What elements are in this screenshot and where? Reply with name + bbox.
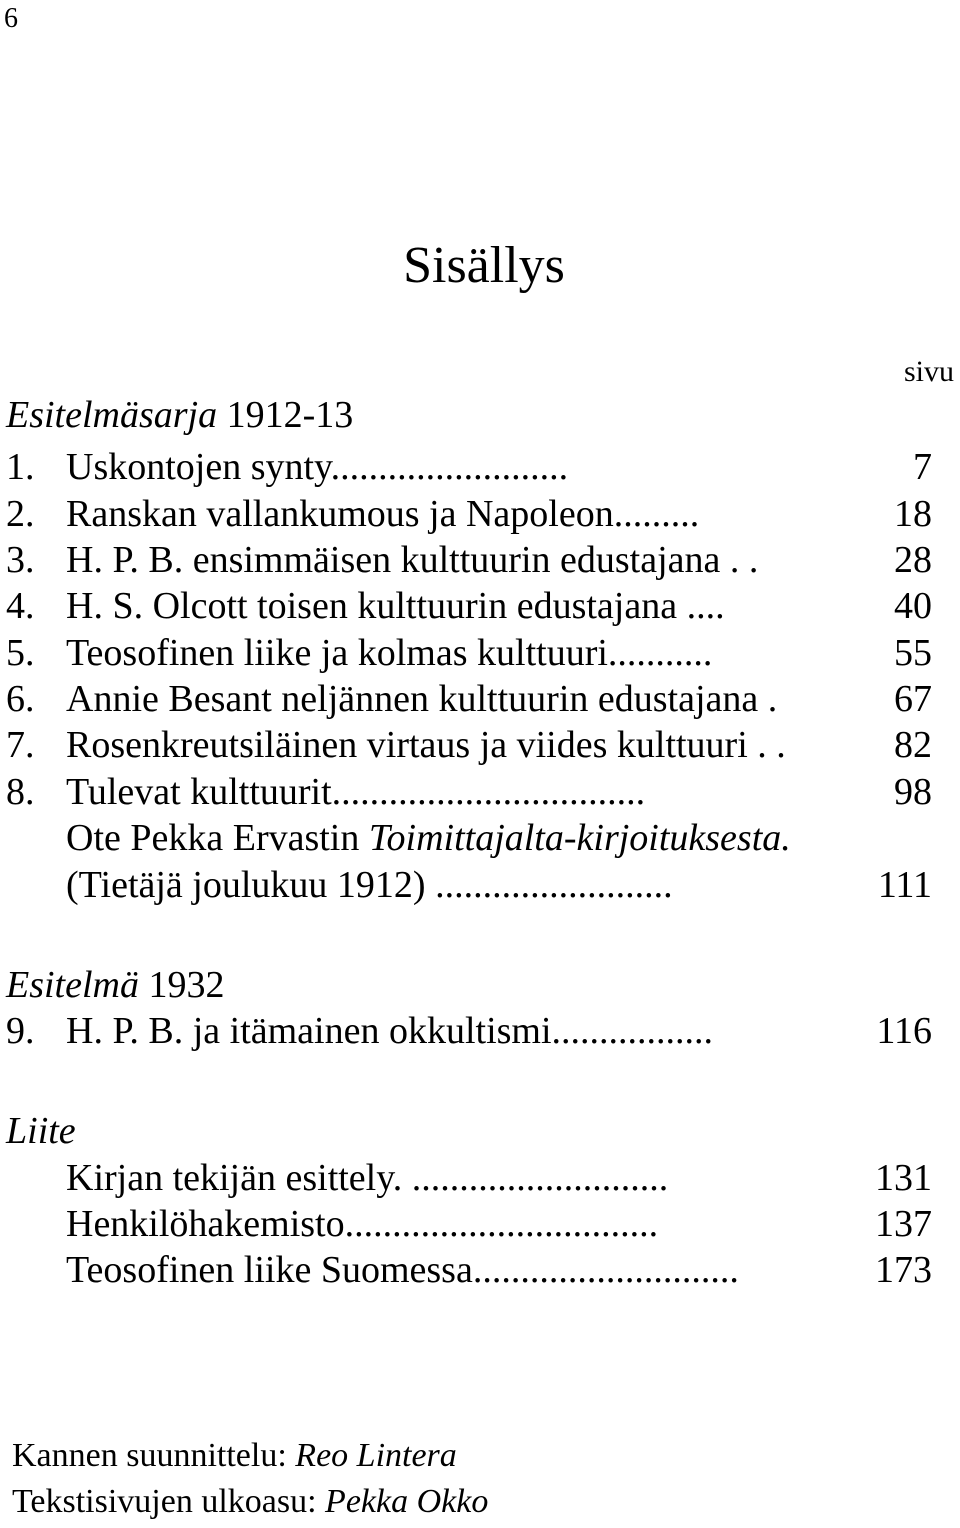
credit-name: Pekka Okko	[325, 1483, 489, 1520]
entry-page: 131	[875, 1157, 932, 1199]
toc-entry[interactable]	[6, 1008, 932, 1054]
entry-page: 82	[894, 724, 932, 766]
page-column-label: sivu	[903, 355, 954, 388]
entry-page: 111	[877, 864, 932, 906]
entry-page: 40	[894, 585, 932, 627]
entry-number: 7.	[6, 724, 35, 766]
toc-entry[interactable]	[6, 630, 932, 676]
toc-entry[interactable]	[6, 676, 932, 722]
entry-number: 9.	[6, 1010, 35, 1052]
entry-number: 4.	[6, 585, 35, 627]
entry-title: (Tietäjä joulukuu 1912) .........................	[66, 864, 673, 906]
toc-entry[interactable]	[6, 583, 932, 629]
entry-number: 8.	[6, 771, 35, 813]
entry-title: Ranskan vallankumous ja Napoleon.........	[66, 493, 700, 535]
section-name: Esitelmäsarja	[6, 394, 218, 436]
toc-entry[interactable]	[6, 537, 932, 583]
entry-page: 18	[894, 493, 932, 535]
entry-title: Tulevat kulttuurit.................................	[66, 771, 646, 813]
entry-title: H. P. B. ja itämainen okkultismi.................	[66, 1010, 714, 1052]
entry-page: 116	[876, 1010, 932, 1052]
entry-title: Rosenkreutsiläinen virtaus ja viides kulttuuri . .	[66, 724, 786, 766]
toc-entry[interactable]	[6, 491, 932, 537]
toc-entry[interactable]	[6, 1247, 932, 1293]
page-title: Sisällys	[403, 237, 565, 294]
entry-title: Henkilöhakemisto.................................	[66, 1203, 659, 1245]
section-year: 1932	[138, 964, 225, 1006]
entry-page: 67	[894, 678, 932, 720]
entry-page: 55	[894, 632, 932, 674]
toc-entry[interactable]	[6, 722, 932, 768]
section-name: Liite	[6, 1110, 76, 1152]
toc-entry[interactable]	[6, 862, 932, 908]
credit-cover-design	[12, 1436, 457, 1476]
section-heading-esitelma	[6, 962, 224, 1008]
entry-page: 137	[875, 1203, 932, 1245]
credit-name: Reo Lintera	[295, 1437, 457, 1474]
entry-title: H. P. B. ensimmäisen kulttuurin edustajana . .	[66, 539, 759, 581]
credit-label: Kannen suunnittelu:	[12, 1437, 296, 1474]
note-italic: Toimittajalta-kirjoituksesta.	[368, 817, 791, 859]
toc-entry[interactable]	[6, 769, 932, 815]
entry-title: Uskontojen synty.........................	[66, 446, 569, 488]
entry-title: Kirjan tekijän esittely. ...........................	[66, 1157, 669, 1199]
toc-entry[interactable]	[6, 444, 932, 490]
entry-page: 98	[894, 771, 932, 813]
section-heading-liite	[6, 1108, 76, 1154]
credit-label: Tekstisivujen ulkoasu:	[12, 1483, 326, 1520]
entry-title: Annie Besant neljännen kulttuurin edustajana .	[66, 678, 778, 720]
section-year: 1912-13	[217, 394, 354, 436]
toc-entry[interactable]	[6, 1201, 932, 1247]
toc-entry[interactable]	[6, 1155, 932, 1201]
section-name: Esitelmä	[6, 964, 139, 1006]
entry-title: Teosofinen liike ja kolmas kulttuuri...........	[66, 632, 713, 674]
section-heading-esitelmasarja	[6, 392, 353, 438]
entry-page: 7	[913, 446, 932, 488]
entry-title: H. S. Olcott toisen kulttuurin edustajana ....	[66, 585, 725, 627]
entry-page: 28	[894, 539, 932, 581]
entry-number: 5.	[6, 632, 35, 674]
entry-number: 3.	[6, 539, 35, 581]
page-number: 6	[4, 3, 18, 34]
note-prefix: Ote Pekka Ervastin	[66, 817, 369, 859]
entry-number: 2.	[6, 493, 35, 535]
entry-title: Teosofinen liike Suomessa............................	[66, 1249, 739, 1291]
entry-page: 173	[875, 1249, 932, 1291]
credit-text-layout	[12, 1482, 488, 1522]
entry-number: 1.	[6, 446, 35, 488]
entry-number: 6.	[6, 678, 35, 720]
toc-note-line-1	[66, 815, 791, 861]
